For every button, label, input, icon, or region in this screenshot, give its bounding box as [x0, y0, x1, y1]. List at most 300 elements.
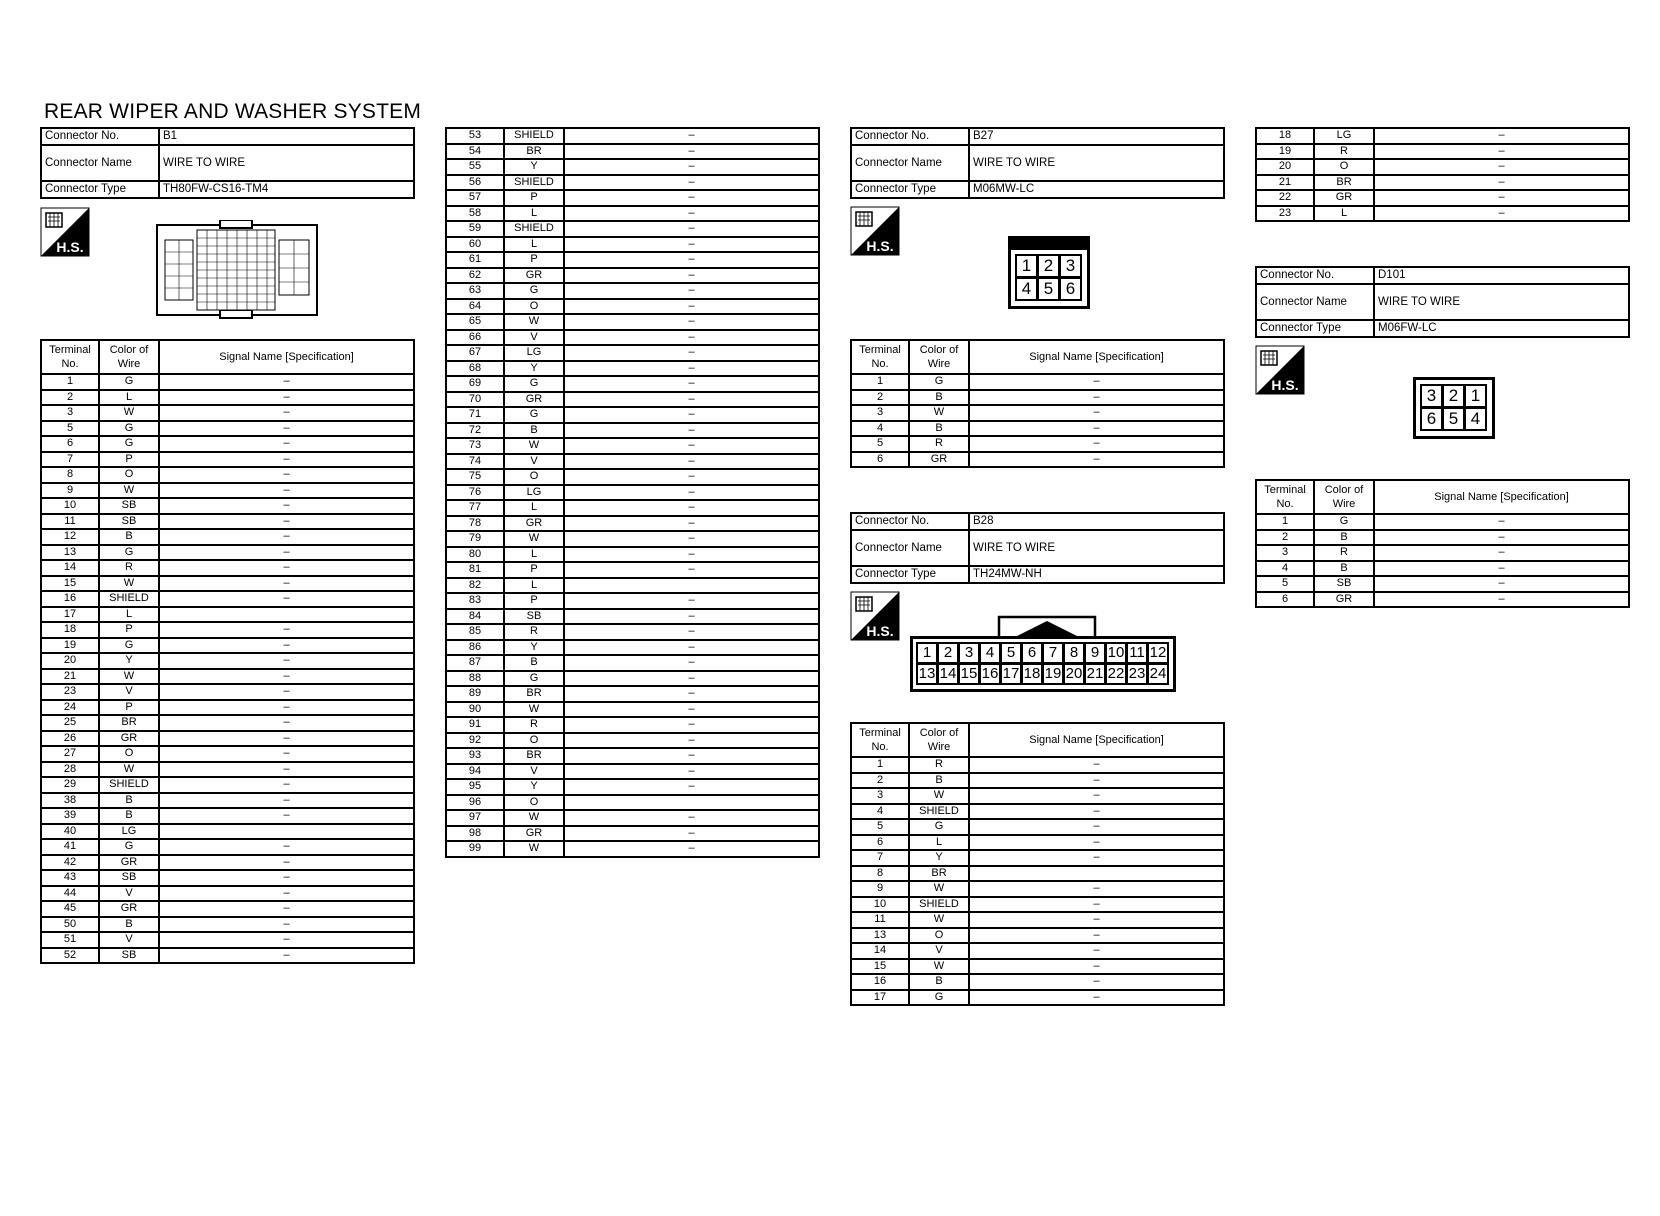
signal-name-cell: – [564, 671, 819, 687]
table-row [851, 866, 1224, 882]
table-row [851, 959, 1224, 975]
table-row [41, 374, 414, 390]
terminal-no-cell: 13 [41, 545, 99, 561]
hs-icon [850, 206, 900, 256]
wire-color-cell: R [1314, 144, 1374, 160]
table-row [446, 516, 819, 532]
terminal-no-cell: 5 [41, 421, 99, 437]
connector-pin: 1 [1015, 254, 1038, 278]
signal-name-cell: – [1374, 175, 1629, 191]
terminal-no-cell: 8 [851, 866, 909, 882]
signal-name-cell: – [159, 545, 414, 561]
terminal-no-cell: 21 [41, 669, 99, 685]
signal-name-cell: – [564, 345, 819, 361]
wire-color-cell: O [504, 795, 564, 811]
wire-color-cell: L [504, 578, 564, 594]
wire-color-cell: W [504, 810, 564, 826]
terminal-no-cell: 41 [41, 839, 99, 855]
signal-name-cell: – [969, 374, 1224, 390]
table-row [446, 578, 819, 594]
terminal-no-cell: 90 [446, 702, 504, 718]
signal-name-cell: – [159, 483, 414, 499]
terminal-no-cell: 96 [446, 795, 504, 811]
wire-color-cell: L [504, 547, 564, 563]
table-row [446, 361, 819, 377]
connector-pin: 4 [979, 642, 1001, 664]
terminal-no-cell: 73 [446, 438, 504, 454]
connector-b1-diagram [155, 220, 320, 320]
signal-name-cell: – [159, 560, 414, 576]
signal-name-cell: – [564, 361, 819, 377]
connector-name-label: Connector Name [851, 530, 969, 566]
table-row [446, 717, 819, 733]
wire-color-cell: P [504, 190, 564, 206]
signal-name-cell: – [564, 454, 819, 470]
table-row [851, 788, 1224, 804]
signal-name-cell: – [564, 376, 819, 392]
wire-color-cell: R [909, 757, 969, 773]
connector-d101-diagram [1413, 377, 1495, 439]
table-row [446, 500, 819, 516]
table-row [851, 990, 1224, 1006]
connector-pin: 8 [1063, 642, 1085, 664]
signal-name-cell: – [969, 452, 1224, 468]
table-row [851, 452, 1224, 468]
table-row [41, 824, 414, 840]
signal-name-cell: – [969, 835, 1224, 851]
signal-name-cell: – [969, 897, 1224, 913]
wire-color-cell: GR [504, 826, 564, 842]
terminal-no-cell: 13 [851, 928, 909, 944]
terminal-no-cell: 83 [446, 593, 504, 609]
signal-name-cell: – [159, 405, 414, 421]
terminal-no-cell: 6 [41, 436, 99, 452]
terminal-no-cell: 15 [851, 959, 909, 975]
signal-name-cell: – [159, 700, 414, 716]
signal-name-header: Signal Name [Specification] [1374, 480, 1629, 514]
wire-color-cell: SB [99, 498, 159, 514]
signal-name-cell: – [159, 591, 414, 607]
table-row [1256, 128, 1629, 144]
connector-pin: 22 [1105, 663, 1127, 685]
connector-pin: 18 [1021, 663, 1043, 685]
table-row [41, 591, 414, 607]
table-row [1256, 530, 1629, 546]
terminal-no-cell: 81 [446, 562, 504, 578]
wire-color-cell: GR [1314, 592, 1374, 608]
signal-name-cell: – [1374, 128, 1629, 144]
terminal-no-cell: 93 [446, 748, 504, 764]
terminal-no-cell: 57 [446, 190, 504, 206]
table-row [41, 529, 414, 545]
table-row [41, 390, 414, 406]
table-row [446, 144, 819, 160]
signal-name-cell: – [564, 221, 819, 237]
wire-color-cell: G [99, 638, 159, 654]
terminal-no-cell: 59 [446, 221, 504, 237]
signal-name-cell: – [564, 237, 819, 253]
signal-name-cell: – [969, 773, 1224, 789]
wire-color-cell: B [99, 793, 159, 809]
signal-name-cell: – [159, 777, 414, 793]
connector-pin: 7 [1042, 642, 1064, 664]
table-row [41, 545, 414, 561]
signal-name-cell: – [159, 498, 414, 514]
terminal-no-cell: 67 [446, 345, 504, 361]
signal-name-cell: – [564, 702, 819, 718]
color-of-wire-header: Color of Wire [909, 340, 969, 374]
terminal-no-cell: 61 [446, 252, 504, 268]
signal-name-cell: – [159, 529, 414, 545]
terminal-no-cell: 97 [446, 810, 504, 826]
wire-color-cell: B [909, 390, 969, 406]
wire-color-cell: W [504, 841, 564, 857]
connector-name-label: Connector Name [1256, 284, 1374, 320]
page-title: REAR WIPER AND WASHER SYSTEM [44, 100, 422, 123]
wire-color-cell: R [504, 717, 564, 733]
terminal-no-cell: 60 [446, 237, 504, 253]
terminal-no-cell: 1 [1256, 514, 1314, 530]
connector-pin: 20 [1063, 663, 1085, 685]
wire-color-cell: G [99, 545, 159, 561]
table-row [41, 467, 414, 483]
table-row [851, 804, 1224, 820]
connector-b27-terminal-table [850, 339, 1225, 468]
color-of-wire-header: Color of Wire [909, 723, 969, 757]
terminal-no-cell: 7 [851, 850, 909, 866]
signal-name-cell: – [159, 793, 414, 809]
wire-color-cell: L [504, 206, 564, 222]
wire-color-cell: LG [1314, 128, 1374, 144]
wire-color-cell: G [99, 421, 159, 437]
wire-color-cell: W [909, 959, 969, 975]
table-row [41, 808, 414, 824]
table-row [446, 190, 819, 206]
terminal-no-cell: 9 [851, 881, 909, 897]
terminal-no-cell: 16 [851, 974, 909, 990]
connector-pin: 3 [958, 642, 980, 664]
wire-color-cell: B [909, 773, 969, 789]
wire-color-cell: GR [99, 855, 159, 871]
connector-pin: 6 [1021, 642, 1043, 664]
table-row [41, 560, 414, 576]
signal-name-cell: – [564, 686, 819, 702]
table-row [851, 835, 1224, 851]
wire-color-cell: G [99, 374, 159, 390]
wire-color-cell: W [99, 762, 159, 778]
table-row [1256, 514, 1629, 530]
wire-color-cell: V [99, 886, 159, 902]
signal-name-cell: – [969, 974, 1224, 990]
table-row [1256, 190, 1629, 206]
table-row [446, 485, 819, 501]
connector-pin: 6 [1059, 277, 1082, 301]
table-row [41, 514, 414, 530]
signal-name-cell: – [564, 810, 819, 826]
terminal-no-cell: 56 [446, 175, 504, 191]
table-row [851, 881, 1224, 897]
terminal-no-cell: 28 [41, 762, 99, 778]
signal-name-cell: – [564, 190, 819, 206]
terminal-no-cell: 3 [1256, 545, 1314, 561]
connector-type-value: TH80FW-CS16-TM4 [159, 181, 414, 198]
wire-color-cell: P [99, 452, 159, 468]
signal-name-cell: – [159, 932, 414, 948]
signal-name-cell: – [564, 438, 819, 454]
table-row [446, 609, 819, 625]
signal-name-cell: – [159, 684, 414, 700]
signal-name-cell: – [564, 516, 819, 532]
connector-pin: 4 [1464, 407, 1487, 431]
wire-color-cell: R [1314, 545, 1374, 561]
terminal-no-cell: 54 [446, 144, 504, 160]
terminal-no-cell: 52 [41, 948, 99, 964]
table-row [446, 423, 819, 439]
table-row [446, 764, 819, 780]
signal-name-cell: – [564, 144, 819, 160]
signal-name-cell: – [159, 638, 414, 654]
signal-name-cell: – [564, 779, 819, 795]
table-row [1256, 175, 1629, 191]
wire-color-cell: V [99, 932, 159, 948]
wire-color-cell: G [99, 839, 159, 855]
table-row [1256, 576, 1629, 592]
table-row [1256, 206, 1629, 222]
table-row [851, 912, 1224, 928]
wire-color-cell: W [504, 438, 564, 454]
signal-name-cell: – [969, 436, 1224, 452]
color-of-wire-header: Color of Wire [1314, 480, 1374, 514]
wire-color-cell: P [504, 562, 564, 578]
terminal-no-header: Terminal No. [851, 723, 909, 757]
terminal-no-cell: 20 [41, 653, 99, 669]
wire-color-cell: W [909, 881, 969, 897]
table-row [41, 715, 414, 731]
connector-no-label: Connector No. [851, 513, 969, 530]
terminal-no-cell: 11 [851, 912, 909, 928]
connector-d101-info [1255, 266, 1630, 338]
table-row [446, 795, 819, 811]
signal-name-cell: – [159, 452, 414, 468]
signal-name-cell: – [969, 912, 1224, 928]
terminal-no-cell: 87 [446, 655, 504, 671]
terminal-no-cell: 26 [41, 731, 99, 747]
table-row [446, 407, 819, 423]
wire-color-cell: B [1314, 530, 1374, 546]
terminal-no-cell: 39 [41, 808, 99, 824]
signal-name-cell: – [969, 788, 1224, 804]
wire-color-cell: L [504, 237, 564, 253]
table-row [446, 128, 819, 144]
signal-name-cell: – [1374, 530, 1629, 546]
wire-color-cell: Y [504, 779, 564, 795]
table-row [851, 405, 1224, 421]
terminal-no-cell: 3 [851, 788, 909, 804]
terminal-no-cell: 21 [1256, 175, 1314, 191]
terminal-no-cell: 5 [851, 819, 909, 835]
wire-color-cell: B [99, 808, 159, 824]
table-row [446, 392, 819, 408]
terminal-no-cell: 85 [446, 624, 504, 640]
terminal-no-header: Terminal No. [851, 340, 909, 374]
connector-pin: 5 [1000, 642, 1022, 664]
connector-name-label: Connector Name [851, 145, 969, 181]
terminal-no-cell: 11 [41, 514, 99, 530]
signal-name-cell: – [969, 959, 1224, 975]
connector-type-value: M06MW-LC [969, 181, 1224, 198]
terminal-no-cell: 99 [446, 841, 504, 857]
signal-name-cell: – [159, 390, 414, 406]
signal-name-cell: – [564, 159, 819, 175]
signal-name-cell: – [564, 252, 819, 268]
wire-color-cell: W [99, 405, 159, 421]
connector-pin: 9 [1084, 642, 1106, 664]
terminal-no-cell: 50 [41, 917, 99, 933]
terminal-no-cell: 23 [41, 684, 99, 700]
signal-name-cell: – [564, 531, 819, 547]
wire-color-cell: W [99, 669, 159, 685]
connector-pin: 23 [1126, 663, 1148, 685]
signal-name-header: Signal Name [Specification] [969, 723, 1224, 757]
table-row [41, 886, 414, 902]
wire-color-cell: O [99, 746, 159, 762]
signal-name-cell: – [1374, 144, 1629, 160]
connector-pin: 17 [1000, 663, 1022, 685]
terminal-no-cell: 44 [41, 886, 99, 902]
terminal-no-cell: 53 [446, 128, 504, 144]
table-row [41, 576, 414, 592]
wire-color-cell: G [99, 436, 159, 452]
wire-color-cell: L [504, 500, 564, 516]
table-row [851, 974, 1224, 990]
terminal-no-cell: 66 [446, 330, 504, 346]
signal-name-cell: – [159, 808, 414, 824]
signal-name-cell: – [564, 423, 819, 439]
table-row [446, 624, 819, 640]
terminal-no-cell: 19 [41, 638, 99, 654]
table-row [446, 733, 819, 749]
connector-name-label: Connector Name [41, 145, 159, 181]
signal-name-cell: – [564, 764, 819, 780]
signal-name-cell: – [159, 948, 414, 964]
signal-name-cell: – [1374, 592, 1629, 608]
table-row [446, 655, 819, 671]
signal-name-cell: – [159, 669, 414, 685]
terminal-no-cell: 95 [446, 779, 504, 795]
table-row [851, 374, 1224, 390]
signal-name-cell: – [1374, 514, 1629, 530]
signal-name-header: Signal Name [Specification] [159, 340, 414, 374]
terminal-no-cell: 42 [41, 855, 99, 871]
table-row [851, 421, 1224, 437]
wire-color-cell: L [909, 835, 969, 851]
signal-name-cell: – [969, 421, 1224, 437]
terminal-no-cell: 6 [1256, 592, 1314, 608]
connector-pin: 11 [1126, 642, 1148, 664]
wire-color-cell: P [504, 593, 564, 609]
terminal-no-cell: 69 [446, 376, 504, 392]
table-row [446, 779, 819, 795]
wire-color-cell: SHIELD [504, 221, 564, 237]
terminal-no-cell: 10 [41, 498, 99, 514]
table-row [41, 855, 414, 871]
table-row [41, 870, 414, 886]
wire-color-cell: LG [99, 824, 159, 840]
table-row [41, 948, 414, 964]
table-row [446, 547, 819, 563]
table-row [851, 850, 1224, 866]
wire-color-cell: BR [909, 866, 969, 882]
signal-name-cell: – [969, 757, 1224, 773]
wire-color-cell: W [99, 483, 159, 499]
terminal-no-cell: 43 [41, 870, 99, 886]
terminal-no-cell: 19 [1256, 144, 1314, 160]
wire-color-cell: W [909, 912, 969, 928]
table-row [851, 436, 1224, 452]
terminal-no-cell: 2 [851, 390, 909, 406]
wire-color-cell: BR [504, 144, 564, 160]
signal-name-cell: – [564, 128, 819, 144]
terminal-no-cell: 15 [41, 576, 99, 592]
signal-name-cell: – [969, 390, 1224, 406]
connector-b1-terminal-table-continued [445, 127, 820, 858]
terminal-no-cell: 2 [41, 390, 99, 406]
terminal-no-cell: 9 [41, 483, 99, 499]
wire-color-cell: SHIELD [504, 128, 564, 144]
wire-color-cell: G [504, 283, 564, 299]
color-of-wire-header: Color of Wire [99, 340, 159, 374]
terminal-no-cell: 8 [41, 467, 99, 483]
wire-color-cell: G [1314, 514, 1374, 530]
wire-color-cell: SB [504, 609, 564, 625]
hs-label: H.S. [866, 238, 894, 254]
connector-type-label: Connector Type [1256, 320, 1374, 337]
wire-color-cell: B [504, 655, 564, 671]
table-row [851, 819, 1224, 835]
wire-color-cell: Y [909, 850, 969, 866]
signal-name-cell: – [159, 576, 414, 592]
connector-b27-info [850, 127, 1225, 199]
wire-color-cell: SB [99, 514, 159, 530]
table-row [446, 345, 819, 361]
signal-name-cell: – [969, 819, 1224, 835]
terminal-no-cell: 4 [851, 804, 909, 820]
signal-name-cell: – [969, 850, 1224, 866]
terminal-no-cell: 29 [41, 777, 99, 793]
terminal-no-cell: 17 [851, 990, 909, 1006]
table-row [1256, 159, 1629, 175]
table-row [446, 159, 819, 175]
terminal-no-cell: 14 [851, 943, 909, 959]
wire-color-cell: V [909, 943, 969, 959]
terminal-no-cell: 17 [41, 607, 99, 623]
table-row [446, 299, 819, 315]
wire-color-cell: SB [99, 870, 159, 886]
signal-name-cell: – [159, 917, 414, 933]
wire-color-cell: O [1314, 159, 1374, 175]
table-row [446, 593, 819, 609]
table-row [851, 773, 1224, 789]
table-row [446, 671, 819, 687]
signal-name-cell: – [564, 609, 819, 625]
wire-color-cell: SHIELD [909, 804, 969, 820]
connector-pin: 4 [1015, 277, 1038, 301]
connector-pin: 15 [958, 663, 980, 685]
signal-name-cell: – [564, 485, 819, 501]
wire-color-cell: SHIELD [99, 777, 159, 793]
wire-color-cell: SB [1314, 576, 1374, 592]
signal-name-cell: – [159, 855, 414, 871]
